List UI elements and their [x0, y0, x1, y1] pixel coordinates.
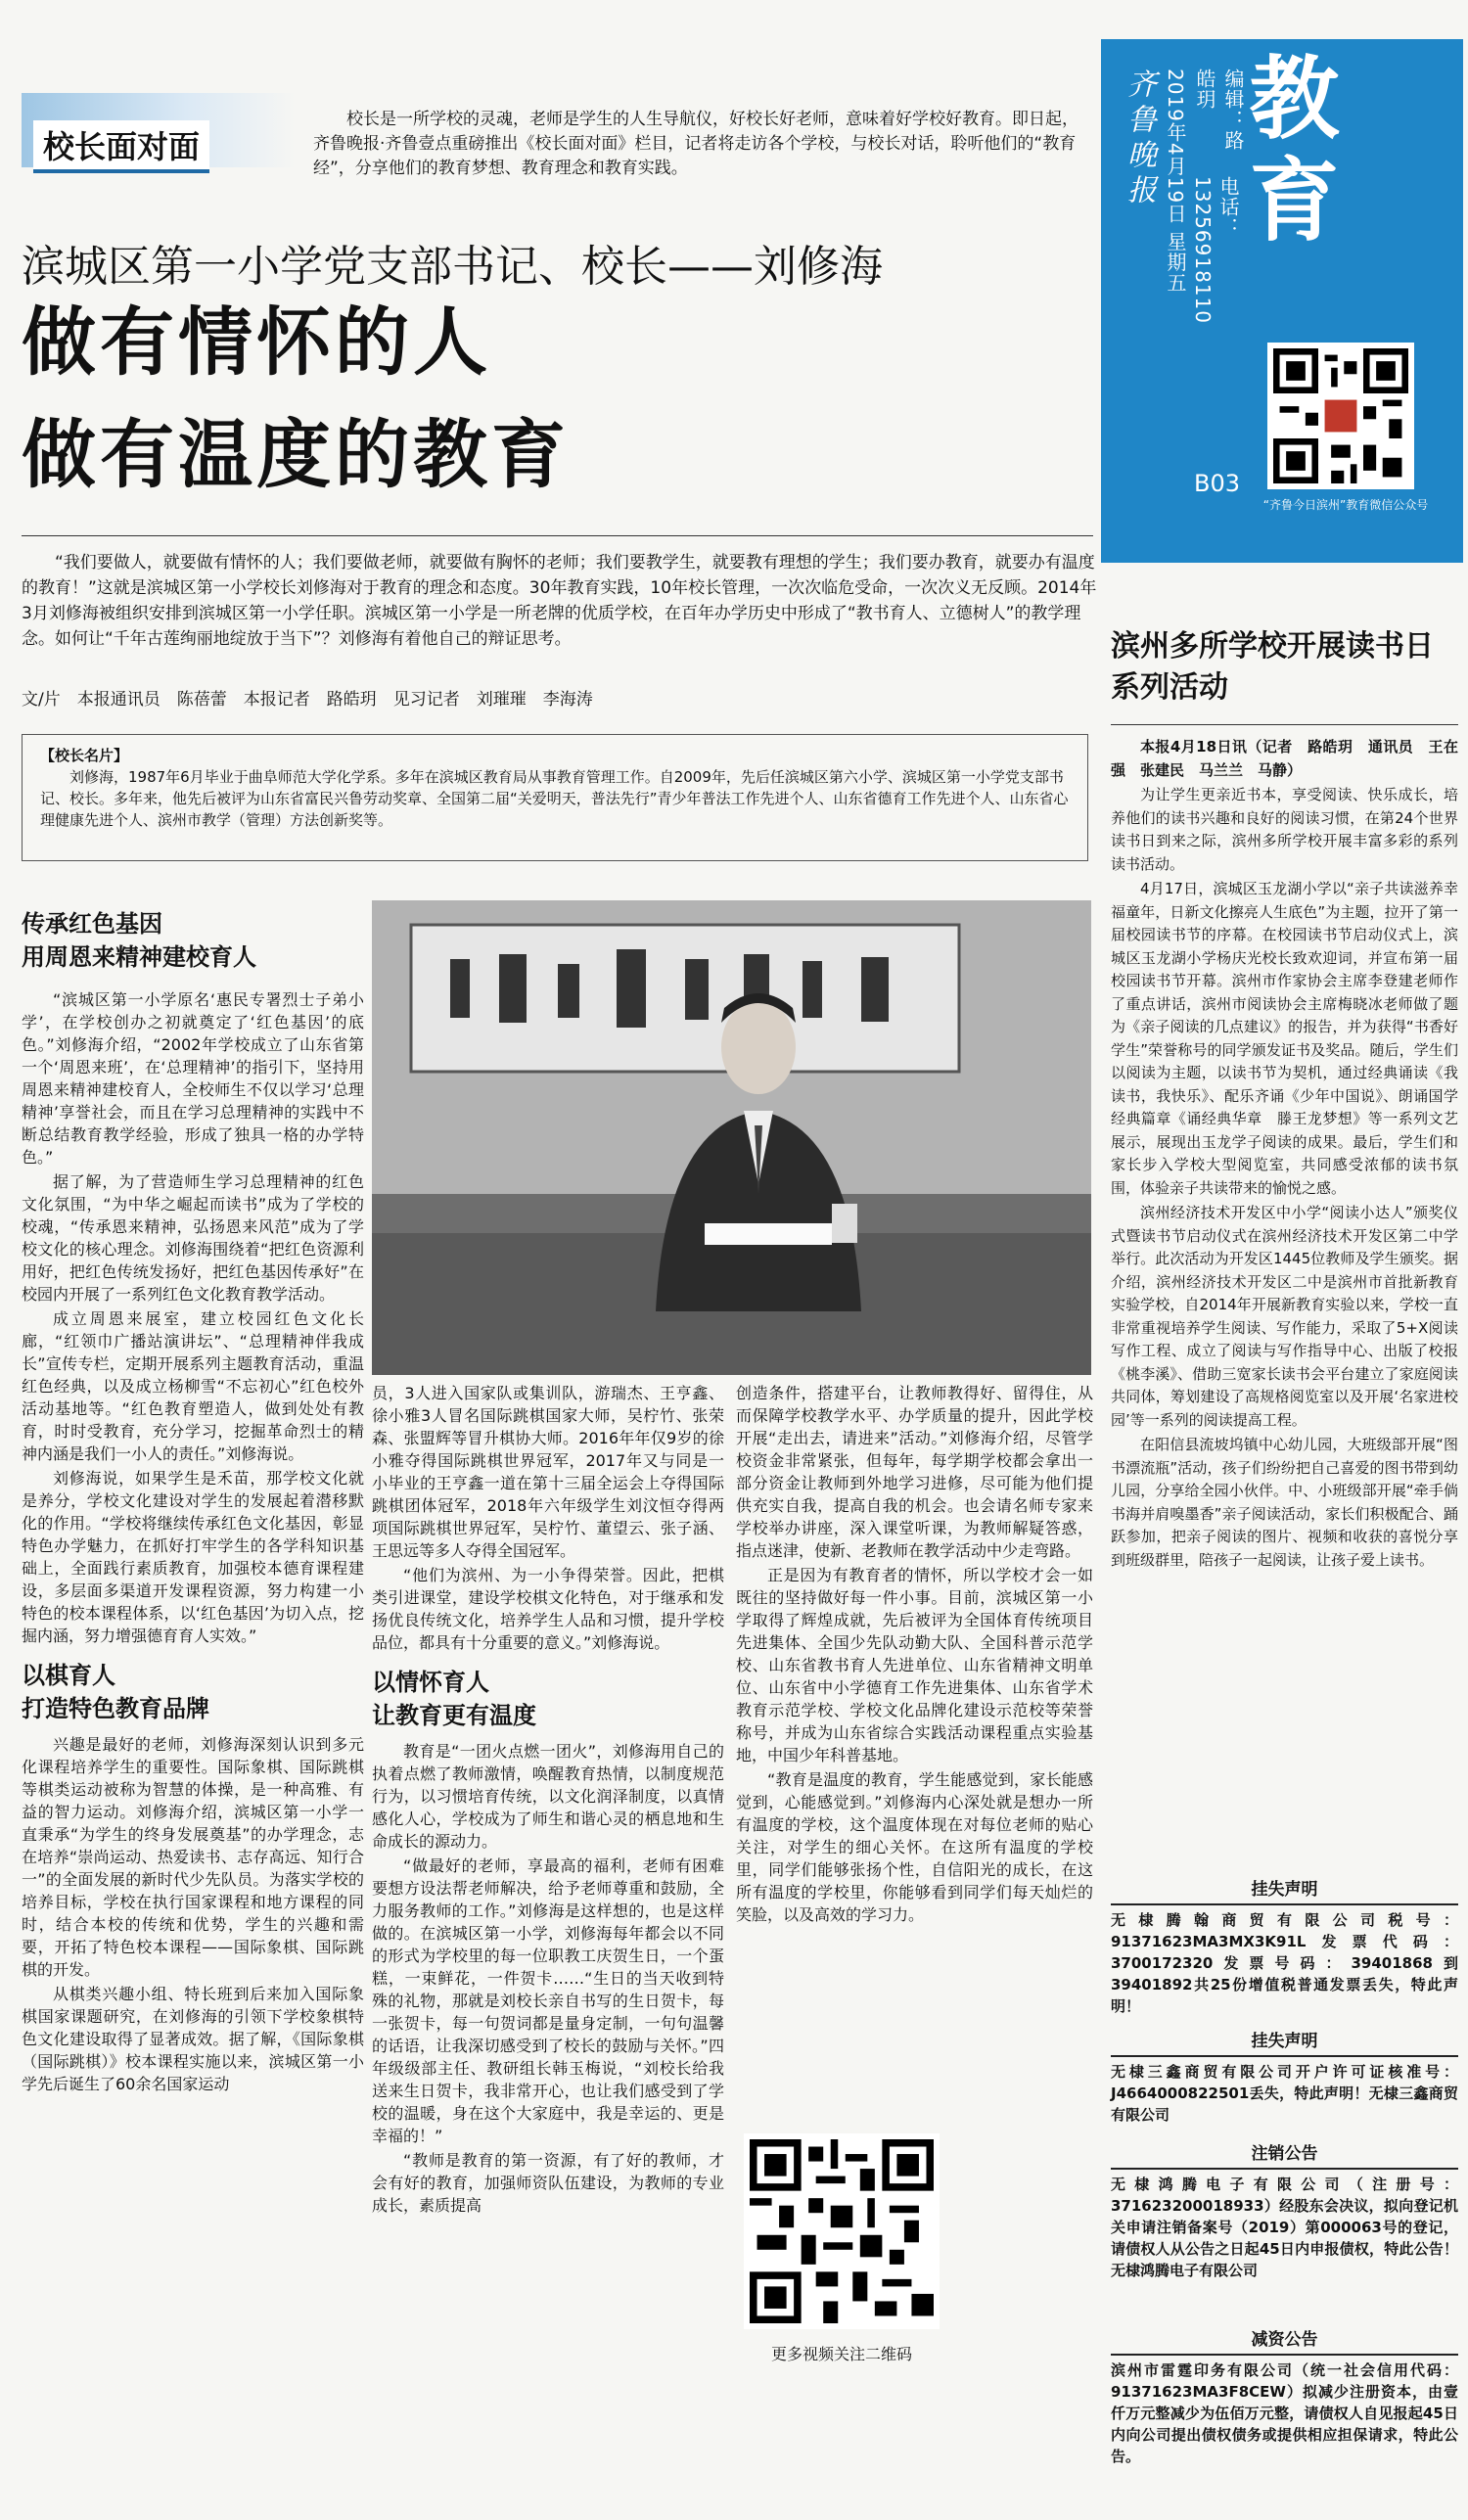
section-2-title-line-2: 打造特色教育品牌	[22, 1695, 209, 1722]
notice-lost-license	[1111, 2031, 1458, 2126]
paragraph: 刘修海说，如果学生是禾苗，那学校文化就是养分，学校文化建设对学生的发展起着潜移默化的作用。“学校将继续传承红色文化基因，彰显特色办学魅力，在抓好打牢学生的各学科知识基础上，全面践行素质教育，加强校本德育课程建设，多层面多渠道开发课程资源，努力构建一小特色的校本课程体系，以‘红色基因’为切入点，挖掘内涵，努力增强德育育人实效。”	[22, 1469, 364, 1645]
paragraph: 创造条件，搭建平台，让教师教得好、留得住，从而保障学校教学水平、办学质量的提升，因此学校开展“走出去，请进来”活动。”刘修海介绍，尽管学校资金非常紧张，但每年，每学期学校都会拿出一部分资金让教师到外地学习进修，尽可能为他们提供充实自我，提高自我的机会。也会请名师专家来学校举办讲座，深入课堂听课，为教师解疑答惑，指点迷津，使新、老教师在教学活动中少走弯路。	[736, 1384, 1093, 1560]
article-subtitle: 滨城区第一小学党支部书记、校长——刘修海	[22, 242, 883, 292]
notice-body: 无棣鸿腾电子有限公司（注册号：371623200018933）经股东会决议，拟向登记机关申请注销备案号（2019）第000063号的登记，请债权人从公告之日起45日内申报债权，特此公告！无棣鸿腾电子有限公司	[1111, 2176, 1458, 2279]
notice-title: 挂失声明	[1111, 2031, 1458, 2057]
section-1-title-line-1: 传承红色基因	[22, 910, 162, 938]
notice-capital-reduction	[1111, 2329, 1458, 2467]
masthead-brand: 齐鲁晚报	[1122, 69, 1156, 209]
paragraph: 教育是“一团火点燃一团火”，刘修海用自己的执着点燃了教师激情，唤醒教育热情，以制度规范行为，以习惯培育传统，以文化润泽制度，以真情感化人心，学校成为了师生和谐心灵的栖息地和生命成长的源动力。	[372, 1742, 724, 1851]
notice-lost-invoice	[1111, 1879, 1458, 2017]
paragraph: 成立周恩来展室，建立校园红色文化长廊，“红领巾广播站演讲坛”、“总理精神伴我成长”宣传专栏，定期开展系列主题教育活动，重温红色经典，以及成立杨柳雪“不忘初心”红色校外活动基地等。“红色教育塑造人，做到处处有教育，时时受教育，充分学习，挖掘革命烈士的精神内涵是我们一小人的责任。”刘修海说。	[22, 1309, 364, 1463]
section-3-title-line-2: 让教育更有温度	[372, 1702, 536, 1729]
headline-line-2: 做有温度的教育	[22, 411, 570, 498]
article-column-2	[372, 1382, 724, 2219]
news-title: 滨州多所学校开展读书日系列活动	[1111, 629, 1434, 705]
section-3-title	[372, 1666, 724, 1732]
column-banner	[22, 93, 296, 167]
section-3-title-line-1: 以情怀育人	[372, 1669, 489, 1696]
bio-text: 刘修海，1987年6月毕业于曲阜师范大学化学系。多年在滨城区教育局从事教育管理工作。自2009年，先后任滨城区第六小学、滨城区第一小学党支部书记、校长。多年来，他先后被评为山东省富民兴鲁劳动奖章、全国第二届“关爱明天，普法先行”青少年普法工作先进个人、山东省德育工作先进个人、山东省心理健康先进个人、滨州市教学（管理）方法创新奖等。	[40, 768, 1069, 829]
section-2-title	[22, 1659, 364, 1725]
notice-title: 减资公告	[1111, 2329, 1458, 2356]
headline-line-1: 做有情怀的人	[22, 298, 491, 386]
paragraph: “滨城区第一小学原名‘惠民专署烈士子弟小学’，在学校创办之初就奠定了‘红色基因’的底色。”刘修海介绍，“2002年学校成立了山东省第一个‘周恩来班’，在‘总理精神’的指引下，坚持用周恩来精神建校育人，全校师生不仅以学习‘总理精神’享誉社会，而且在学习总理精神的实践中不断总结教育教学经验，形成了独具一格的办学特色。”	[22, 990, 364, 1167]
news-body	[1111, 736, 1458, 1574]
paragraph: “教师是教育的第一资源，有了好的教师，才会有好的教育，加强师资队伍建设，为教师的专业成长，素质提高	[372, 2151, 724, 2215]
paragraph: 员，3人进入国家队或集训队，游瑞杰、王亨鑫、徐小雅3人冒名国际跳棋国家大师，吴柠竹、张荣森、张盟辉等冒升棋协大师。2016年年仅9岁的徐小雅夺得国际跳棋世界冠军，2017年又与同是一小毕业的王亨鑫一道在第十三届全运会上夺得国际跳棋团体冠军，2018年六年级学生刘汶恒夺得两项国际跳棋世界冠军，吴柠竹、董望云、张子涵、王思远等多人夺得全国冠军。	[372, 1384, 724, 1560]
notice-title: 注销公告	[1111, 2143, 1458, 2170]
bio-title: 【校长名片】	[40, 747, 129, 764]
masthead	[1101, 39, 1463, 563]
section-1-title	[22, 907, 364, 974]
notice-body: 无棣三鑫商贸有限公司开户许可证核准号：J4664000822501丢失，特此声明！无棣三鑫商贸有限公司	[1111, 2063, 1458, 2124]
article-lead: “我们要做人，就要做有情怀的人；我们要做老师，就要做有胸怀的老师；我们要教学生，就要教有理想的学生；我们要办教育，就要办有温度的教育！”这就是滨城区第一小学校长刘修海对于教育的理念和态度。30年教育实践，10年校长管理，一次次临危受命，一次次义无反顾。2014年3月刘修海被组织安排到滨城区第一小学任职。滨城区第一小学是一所老牌的优质学校，在百年办学历史中形成了“教书育人、立德树人”的教学理念。如何让“千年古莲绚丽地绽放于当下”？刘修海有着他自己的辩证思考。	[22, 553, 1097, 649]
qr-caption: “齐鲁今日滨州”教育微信公众号	[1262, 498, 1429, 512]
notice-body: 滨州市雷霆印务有限公司（统一社会信用代码：91371623MA3F8CEW）拟减少注册资本，由壹仟万元整减少为伍佰万元整，请债权人自见报起45日内向公司提出债权债务或提供相应担保请求，特此公告。	[1111, 2361, 1458, 2465]
page-number: B03	[1194, 470, 1241, 497]
section-1-title-line-2: 用周恩来精神建校育人	[22, 943, 256, 971]
paragraph: 据了解，为了营造师生学习总理精神的红色文化氛围，“为中华之崛起而读书”成为了学校的校魂，“传承恩来精神，弘扬恩来风范”成为了学校文化的核心理念。刘修海围绕着“把红色资源利用好，把红色传统发扬好，把红色基因传承好”在校园内开展了一系列红色文化教育教学活动。	[22, 1172, 364, 1304]
article-byline: 文/片 本报通讯员 陈蓓蕾 本报记者 路皓玥 见习记者 刘璀璀 李海涛	[22, 690, 593, 710]
paragraph: 在阳信县流坡坞镇中心幼儿园，大班级部开展“图书漂流瓶”活动，孩子们纷纷把自己喜爱的图书带到幼儿园，分享给全园小伙伴。中、小班级部开展“牵手倘书海并肩嗅墨香”亲子阅读活动，家长们积极配合、踊跃参加，把亲子阅读的图片、视频和收获的喜悦分享到班级群里，陪孩子一起阅读，让孩子爱上读书。	[1111, 1436, 1458, 1569]
paragraph: “他们为滨州、为一小争得荣誉。因此，把棋类引进课堂，建设学校棋文化特色，对于继承和发扬优良传统文化，培养学生人品和习惯，提升学校品位，都具有十分重要的意义。”刘修海说。	[372, 1566, 724, 1652]
video-qr-caption: 更多视频关注二维码	[770, 2345, 912, 2363]
article-column-3	[736, 1382, 1093, 1928]
news-byline: 本报4月18日讯（记者 路皓玥 通讯员 王在强 张建民 马兰兰 马静）	[1111, 738, 1458, 779]
notice-body: 无棣腾翰商贸有限公司税号：91371623MA3MX3K91L发票代码：3700172320发票号码：39401868到39401892共25份增值税普通发票丢失，特此声明！	[1111, 1911, 1458, 2015]
section-2-title-line-1: 以棋育人	[22, 1662, 115, 1689]
paragraph: 从棋类兴趣小组、特长班到后来加入国际象棋国家课题研究，在刘修海的引领下学校象棋特色文化建设取得了显著成效。据了解，《国际象棋（国际跳棋）》校本课程实施以来，滨城区第一小学先后诞生了60余名国家运动	[22, 1985, 364, 2093]
paragraph: 4月17日，滨城区玉龙湖小学以“亲子共读滋养幸福童年，日新文化擦亮人生底色”为主题，拉开了第一届校园读书节的序幕。在校园读书节启动仪式上，滨城区玉龙湖小学杨庆光校长致欢迎词，并宣布第一届校园读书节开幕。滨州市作家协会主席李登建老师作了重点讲话，滨州市阅读协会主席梅晓冰老师做了题为《亲子阅读的几点建议》的报告，并为获得“书香好学生”荣誉称号的同学颁发证书及奖品。随后，学生们以阅读为主题，以读书节为契机，通过经典诵读《我读书，我快乐》、配乐齐诵《少年中国说》、朗诵国学经典篇章《诵经典华章 滕王龙梦想》等一系列文艺展示，展现出玉龙学子阅读的成果。最后，学生们和家长步入学校大型阅览室，共同感受浓郁的读书氛围，体验亲子共读带来的愉悦之感。	[1111, 880, 1458, 1197]
principal-bio-box	[22, 734, 1088, 861]
principal-photo	[372, 900, 1091, 1375]
wechat-qr-code[interactable]	[1267, 343, 1414, 489]
column-banner-label: 校长面对面	[33, 120, 209, 173]
paragraph: 为让学生更亲近书本，享受阅读、快乐成长，培养他们的读书兴趣和良好的阅读习惯，在第24个世界读书日到来之际，滨州多所学校开展丰富多彩的系列读书活动。	[1111, 786, 1458, 873]
masthead-phone: 电话：13256918110	[1191, 176, 1240, 324]
masthead-section-title: 教育	[1249, 47, 1340, 253]
notice-title: 挂失声明	[1111, 1879, 1458, 1905]
paragraph: 正是因为有教育者的情怀，所以学校才会一如既往的坚持做好每一件小事。目前，滨城区第一小学取得了辉煌成就，先后被评为全国体育传统项目先进集体、全国少先队动勤大队、全国科普示范学校、山东省教书育人先进单位、山东省精神文明单位、山东省中小学德育工作先进集体、山东省学术教育示范学校、学校文化品牌化建设示范校等荣誉称号，并成为山东省综合实践活动课程重点实验基地，中国少年科普基地。	[736, 1566, 1093, 1764]
paragraph: 滨州经济技术开发区中小学“阅读小达人”颁奖仪式暨读书节启动仪式在滨州经济技术开发区第二中学举行。此次活动为开发区1445位教师及学生颁奖。据介绍，滨州经济技术开发区二中是滨州市首批新教育实验学校，自2014年开展新教育实验以来，学校一直非常重视培养学生阅读、写作能力，采取了5+X阅读写作工程、成立了阅读与写作指导中心、出版了校报《桃李溪》、借助三宽家长读书会平台建立了家庭阅读共同体，筹划建设了高规格阅览室以及开展‘名家进校园’等一系列的阅读提高工程。	[1111, 1204, 1458, 1429]
column-intro: 校长是一所学校的灵魂，老师是学生的人生导航仪，好校长好老师，意味着好学校好教育。即日起，齐鲁晚报·齐鲁壹点重磅推出《校长面对面》栏目，记者将走访各个学校，与校长对话，聆听他们的“教育经”，分享他们的教育梦想、教育理念和教育实践。	[313, 110, 1078, 178]
paragraph: “做最好的老师，享最高的福利，老师有困难要想方设法帮老师解决，给予老师尊重和鼓励，全力服务教师的工作。”刘修海是这样想的，也是这样做的。在滨城区第一小学，刘修海每年都会以不同的形式为学校里的每一位职教工庆贺生日，一个蛋糕，一束鲜花，一件贺卡……“生日的当天收到特殊的礼物，那就是刘校长亲自书写的生日贺卡，每一张贺卡，每一句贺词都是量身定制，一句句温馨的话语，让我深切感受到了校长的鼓励与关怀。”四年级级部主任、教研组长韩玉梅说，“刘校长给我送来生日贺卡，我非常开心，也让我们感受到了学校的温暖，身在这个大家庭中，我是幸运的、更是幸福的！”	[372, 1856, 724, 2145]
masthead-editor: 编辑：路皓玥	[1193, 69, 1245, 151]
notice-deregistration	[1111, 2143, 1458, 2281]
paragraph: 兴趣是最好的老师，刘修海深刻认识到多元化课程培养学生的重要性。国际象棋、国际跳棋等棋类运动被称为智慧的体操，是一种高雅、有益的智力运动。刘修海介绍，滨城区第一小学一直秉承“为学生的终身发展奠基”的办学理念，志在培养“崇尚运动、热爱读书、志存高远、知行合一”的全面发展的新时代少先队员。为落实学校的培养目标，学校在执行国家课程和地方课程的同时，结合本校的传统和优势，学生的兴趣和需要，开拓了特色校本课程——国际象棋、国际跳棋的开发。	[22, 1735, 364, 1979]
article-column-1	[22, 988, 364, 2097]
video-qr-code[interactable]	[744, 2133, 940, 2329]
masthead-date: 2019年4月19日 星期五	[1164, 69, 1187, 294]
paragraph: “教育是温度的教育，学生能感觉到，家长能感觉到，心能感觉到。”刘修海内心深处就是想办一所有温度的学校，这个温度体现在对每位老师的贴心关注，对学生的细心关怀。在这所有温度的学校里，同学们能够张扬个性，自信阳光的成长，在这所有温度的学校里，你能够看到同学们每天灿烂的笑脸，以及高效的学习力。	[736, 1770, 1093, 1924]
